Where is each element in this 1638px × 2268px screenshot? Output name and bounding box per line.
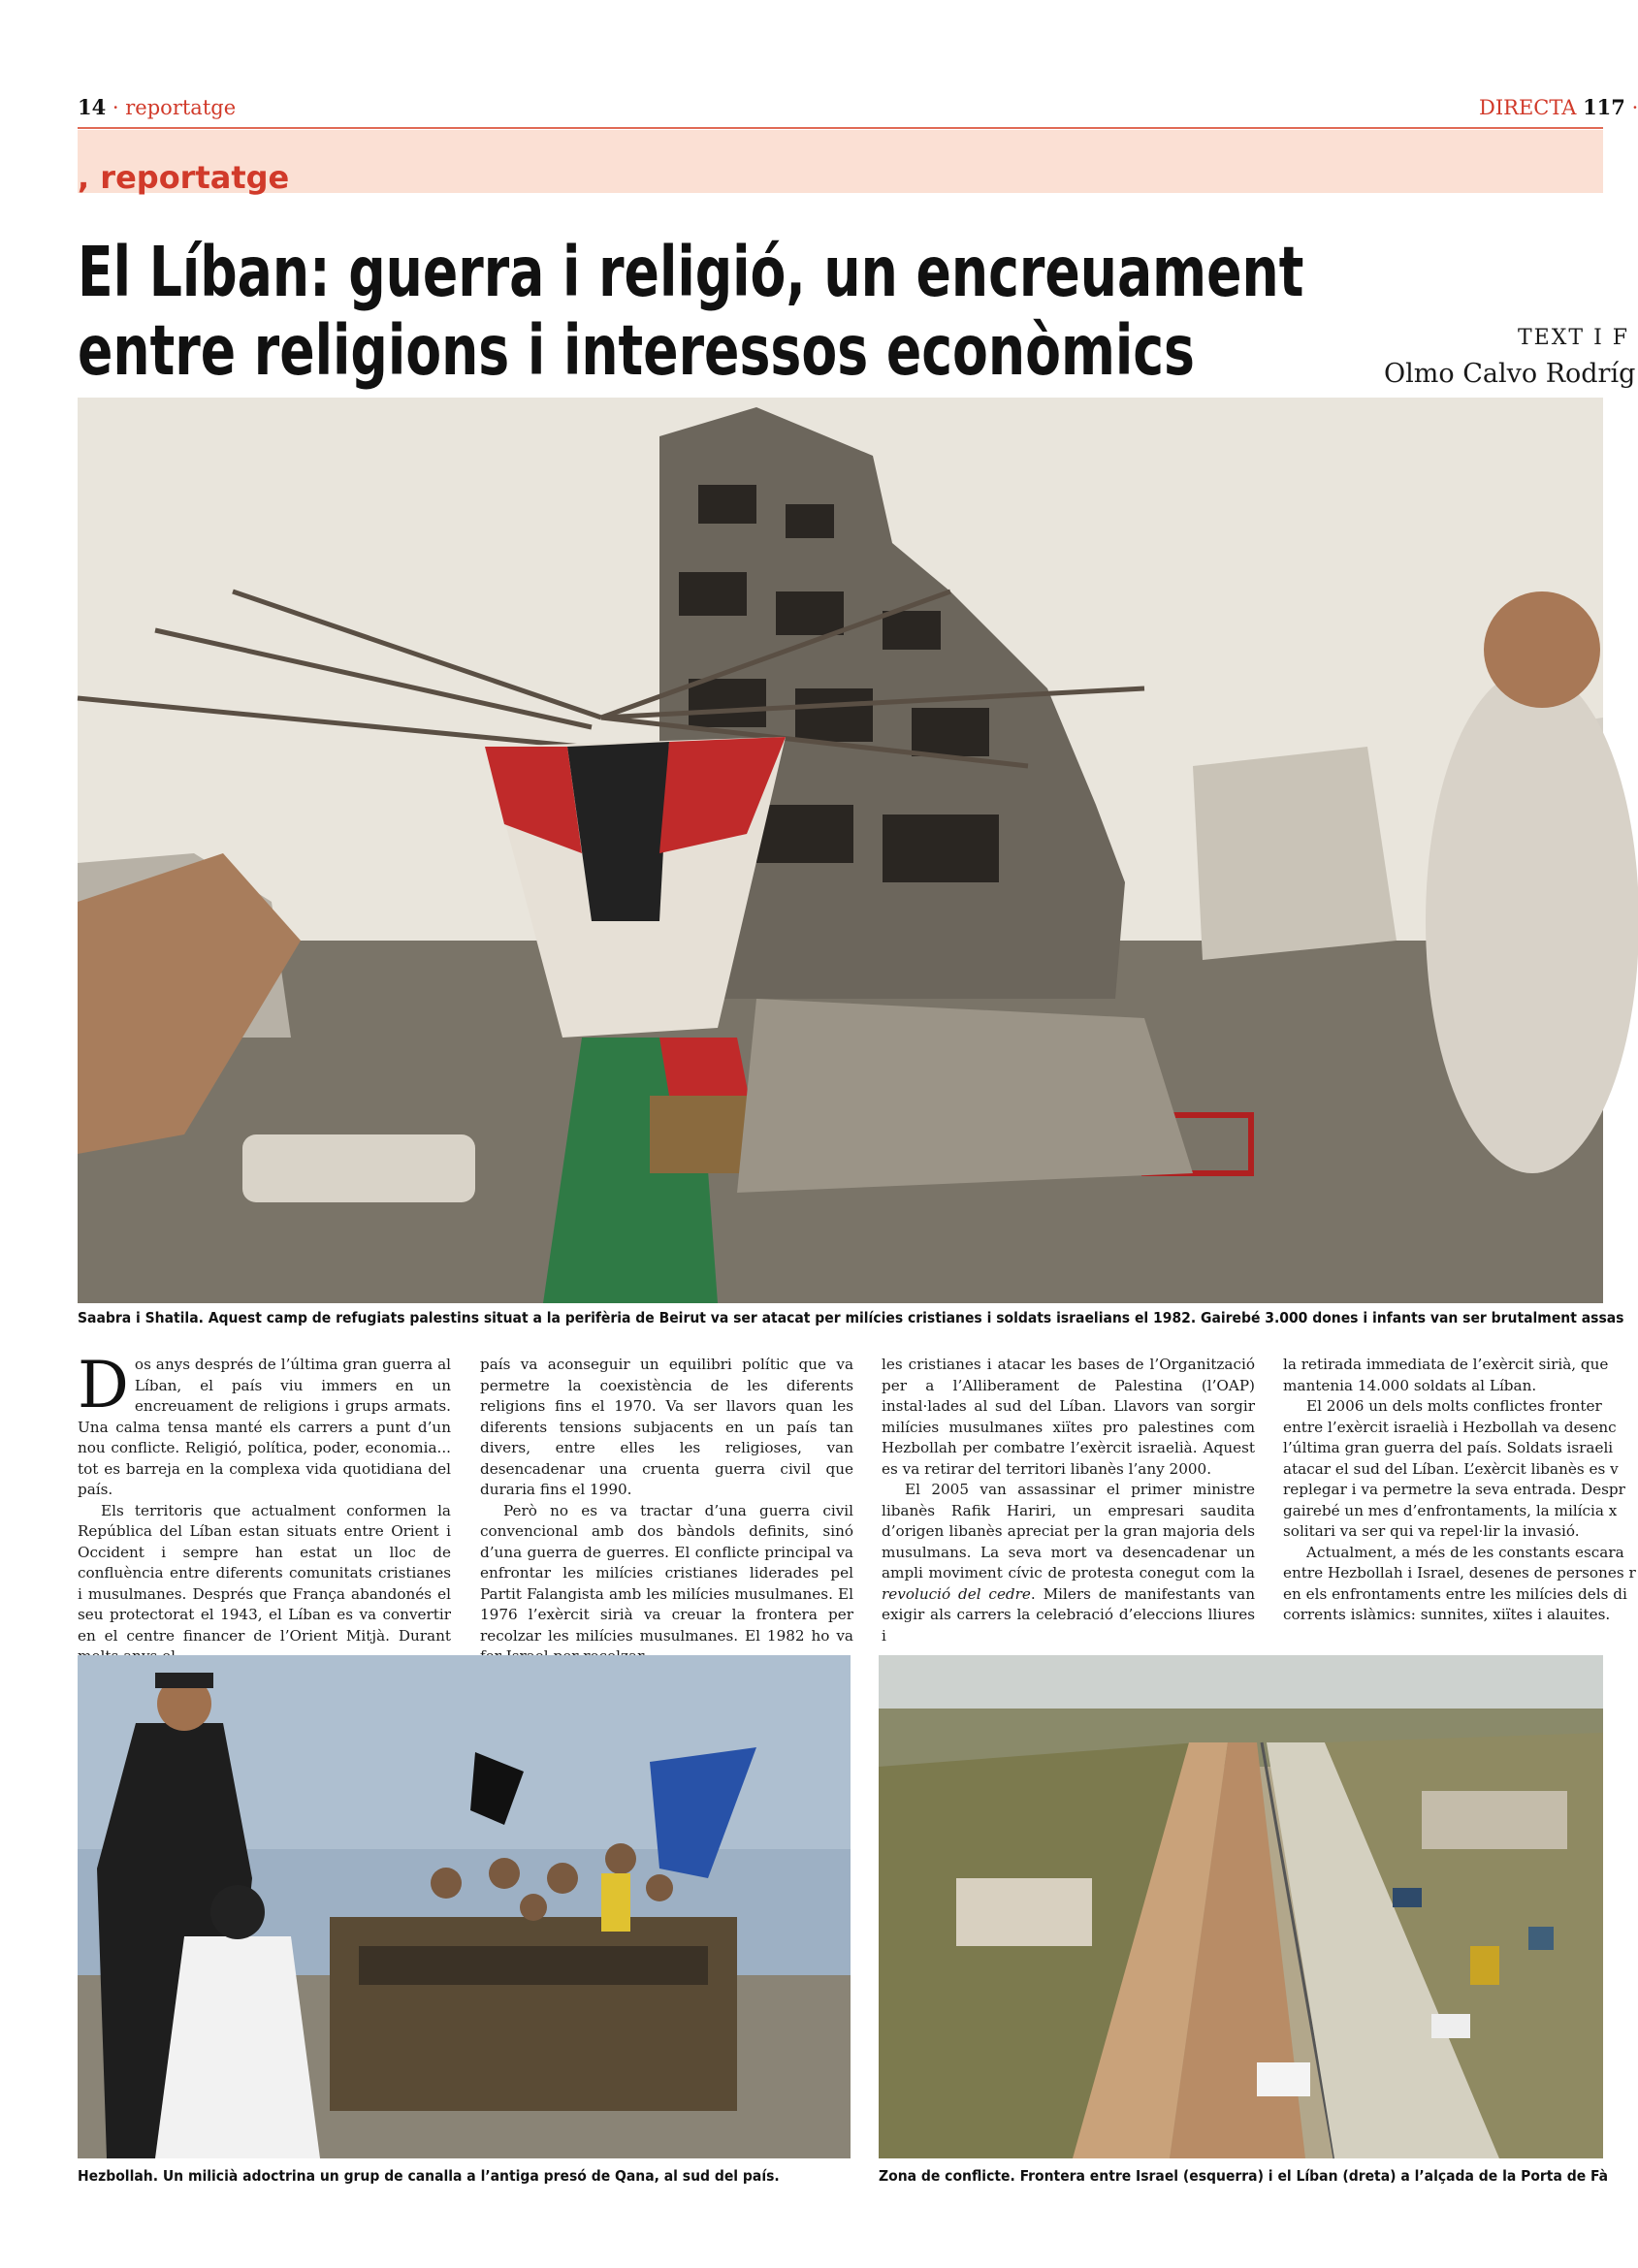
paragraph: les cristianes i atacar les bases de l’Organització per a l’Alliberament de Palestina (l’OAP) instal·lades al sud del Líban. Llavors van sorgir milícies musulmanes xiïtes pro palestines com Hezbollah per combatre l’exèrcit israelià. Aquest es va retirar del territori libanès l’any 2000. (882, 1356, 1255, 1478)
paragraph: Però no es va tractar d’una guerra civil convencional amb dos bàndols definits, sinó d’una guerra de guerres. El conflicte principal va enfrontar les milícies cristianes liderades pel Partit Falangista amb les milícies musulmanes. El 1976 l’exèrcit sirià va creuar la frontera per recolzar les milícies musulmanes. El 1982 ho va (480, 1501, 853, 1645)
credit-label: TEXT I F (1518, 326, 1630, 350)
page-number: 14 (78, 95, 107, 119)
text-line: replegar i va permetre la seva entrada. Despr (1283, 1481, 1625, 1498)
running-header-right (1479, 95, 1638, 119)
text-line: l’última gran guerra del país. Soldats israeli (1283, 1439, 1614, 1456)
text-line: la retirada immediata de l’exèrcit sirià, que (1283, 1356, 1609, 1373)
border-caption: Zona de conflicte. Frontera entre Israel (esquerra) i el Líban (dreta) a l’alçada de la Porta de Fà (879, 2167, 1609, 2185)
header-rule (78, 127, 1603, 129)
paragraph: os anys després de l’última gran guerra al Líban, el país viu immers en un encreuament de religions i grups armats. Una calma tensa manté els carrers a punt d’un nou conflicte. Religió, política, poder, economia... tot es barreja en la complexa vida quotidiana del país. (78, 1356, 451, 1498)
section-band (78, 130, 1603, 193)
text-line: entre Hezbollah i Israel, desenes de persones r (1283, 1564, 1636, 1581)
headline-line-2: entre religions i interessos econòmics (78, 310, 1196, 391)
hero-caption: Saabra i Shatila. Aquest camp de refugiats palestins situat a la perifèria de Beirut va ser atacat per milícies cristianes i soldats israelians el 1982. Gairebé 3.000 dones i infants van ser brutalment assas (78, 1309, 1624, 1326)
article-column-3 (882, 1355, 1255, 1646)
hezbollah-photo (78, 1655, 851, 2158)
headline-line-1: El Líban: guerra i religió, un encreuament (78, 232, 1304, 312)
headline (78, 233, 1303, 390)
text-line: El 2006 un dels molts conflictes fronter (1306, 1397, 1602, 1415)
article-column-1 (78, 1348, 451, 1668)
credit-name: Olmo Calvo Rodríg (1384, 359, 1636, 389)
text-line: solitari va ser qui va repel·lir la invasió. (1283, 1522, 1580, 1540)
text-line: corrents islàmics: sunnites, xiïtes i alauites. (1283, 1606, 1611, 1623)
paragraph: país va aconseguir un equilibri polític que va permetre la coexistència de les diferents religions fins el 1970. Va ser llavors quan les diferents tensions subjacents en un país tan divers, entre elles les religioses, van desencadenar una cruenta guerra civil que duraria fins el 1990. (480, 1356, 853, 1498)
text-line: entre l’exèrcit israelià i Hezbollah va desenc (1283, 1418, 1617, 1436)
article-column-4 (1283, 1355, 1636, 1626)
section-label: , reportatge (78, 159, 290, 196)
running-section: · reportatge (112, 96, 237, 119)
paragraph: El 2005 van assassinar el primer ministre libanès Rafik Hariri, un empresari saudita d’origen libanès apreciat per la gran majoria dels musulmans. La seva mort va desencadenar un ampli moviment cívic de protesta conegut com la revolució del cedre. Milers de manifestants van exigir als carrers la celebració d’eleccions lliures i (882, 1481, 1255, 1645)
text-line: gairebé un mes d’enfrontaments, la milícia x (1283, 1501, 1618, 1519)
hezbollah-caption: Hezbollah. Un milicià adoctrina un grup de canalla a l’antiga presó de Qana, al sud del país. (78, 2167, 780, 2185)
border-photo (879, 1655, 1603, 2158)
text-line: en els enfrontaments entre les milícies dels di (1283, 1584, 1627, 1603)
text-line: Actualment, a més de les constants escara (1306, 1543, 1624, 1561)
article-column-2 (480, 1355, 853, 1668)
emphasis: revolució del cedre (882, 1584, 1031, 1603)
text-line: atacar el sud del Líban. L’exèrcit libanès es v (1283, 1459, 1619, 1478)
publication-name: DIRECTA (1479, 96, 1577, 119)
text-line: mantenia 14.000 soldats al Líban. (1283, 1376, 1537, 1394)
hero-photo (78, 398, 1603, 1303)
issue-number: 117 (1583, 95, 1625, 119)
running-header-left (78, 95, 236, 119)
header-dot: · (1631, 96, 1638, 119)
paragraph: Els territoris que actualment conformen la República del Líban estan situats entre Orient i Occident i sempre han estat un lloc de confluència entre diferents comunitats cristianes i musulmanes. Després que França abandonés el seu protectorat el 1943, el Líban es va convertir en el centre financer de l’Orient Mitjà. Durant (78, 1501, 451, 1645)
drop-cap: D (78, 1348, 129, 1422)
